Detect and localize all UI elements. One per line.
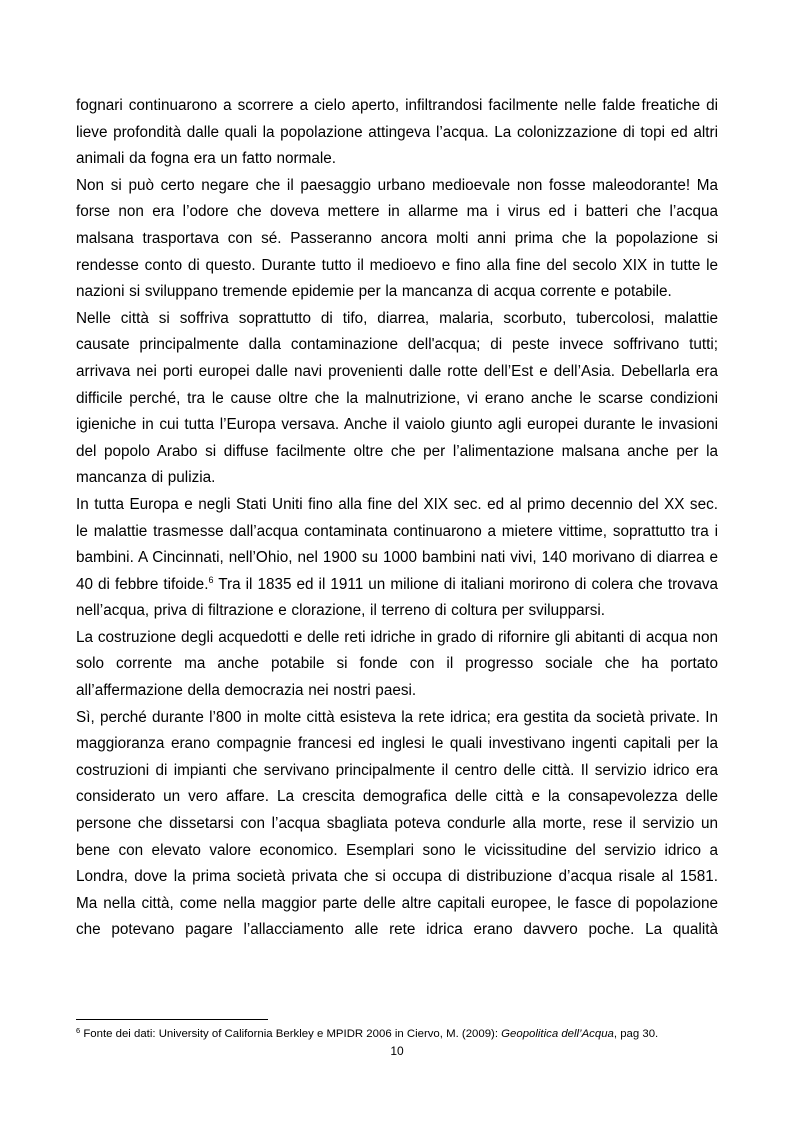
footnote-title: Geopolitica dell’Acqua bbox=[501, 1028, 614, 1040]
paragraph-europe-usa bbox=[76, 492, 718, 625]
paragraph-europe-usa-text-before: In tutta Europa e negli Stati Uniti fino alla fine del XIX sec. ed al primo decennio del XX sec. le malattie trasmesse dall’acqua contaminata continuarono a mietere vittime, soprattutto tra i bambini. A Cincinnati, nell’Ohio, nel 1900 su 1000 bambini nati vivi, 140 morivano di diarrea e 40 di febbre tifoide. bbox=[76, 495, 718, 593]
paragraph-aqueducts: La costruzione degli acquedotti e delle reti idriche in grado di rifornire gli abitanti di acqua non solo corrente ma anche potabile si fonde con il progresso sociale che ha portato all’affermazione della democrazia nei nostri paesi. bbox=[76, 628, 718, 700]
body-text bbox=[76, 93, 718, 944]
paragraph-open-sewers: fognari continuarono a scorrere a cielo aperto, infiltrandosi facilmente nelle falde freatiche di lieve profondità dalle quali la popolazione attingeva l’acqua. La colonizzazione di topi ed altri animali da fogna era un fatto normale. bbox=[76, 97, 718, 168]
paragraph-medieval-landscape: Non si può certo negare che il paesaggio urbano medioevale non fosse maleodorante! Ma forse non era l’odore che doveva mettere in allarme ma i virus ed i batteri che l’acqua malsana trasportava con sé. Passeranno ancora molti anni prima che la popolazione si rendesse conto di questo. Durante tutto il medioevo e fino alla fine del secolo XIX in tutte le nazioni si sviluppano tremende epidemie per la mancanza di acqua corrente e potabile. bbox=[76, 176, 718, 301]
paragraph-europe-usa-text-after: Tra il 1835 ed il 1911 un milione di italiani morirono di colera che trovava nell’acqua, priva di filtrazione e clorazione, il terreno di coltura per svilupparsi. bbox=[76, 575, 718, 620]
footnote-number: 6 bbox=[76, 1026, 81, 1035]
footnote bbox=[76, 1027, 736, 1041]
footnote-separator bbox=[76, 1019, 268, 1020]
paragraph-private-companies: Sì, perché durante l’800 in molte città esisteva la rete idrica; era gestita da società private. In maggioranza erano compagnie francesi ed inglesi le quali investivano ingenti capitali per la costruzioni di impianti che servivano principalmente il centro delle città. Il servizio idrico era considerato un vero affare. La crescita demografica delle città e la consapevolezza delle persone che dissetarsi con l’acqua sbagliata poteva condurle alla morte, rese il servizio un bene con elevato valore economico. Esemplari sono le vicissitudine del servizio idrico a Londra, dove la prima società privata che si occupa di distribuzione d’acqua risale al 1581. Ma nella città, come nella maggior parte delle altre capitali europee, le fasce di popolazione che potevano pagare l’allacciamento alle rete idrica erano davvero poche. La qualità bbox=[76, 708, 718, 939]
footnote-text-after: , pag 30. bbox=[613, 1028, 659, 1040]
paragraph-city-diseases: Nelle città si soffriva soprattutto di tifo, diarrea, malaria, scorbuto, tubercolosi, malattie causate principalmente dalla contaminazione dell'acqua; di peste invece soffrivano tutti; arrivava nei porti europei dalle navi provenienti dalle rotte dell’Est e dell’Asia. Debellarla era difficile perché, tra le cause oltre che la malnutrizione, vi erano anche le scarse condizioni igieniche in cui tutta l’Europa versava. Anche il vaiolo giunto agli europei durante le invasioni del popolo Arabo si diffuse facilmente oltre che per l’alimentazione malsana anche per la mancanza di pulizia. bbox=[76, 309, 718, 487]
footnote-reference[interactable]: 6 bbox=[208, 574, 214, 585]
footnote-text-before: Fonte dei dati: University of California Berkley e MPIDR 2006 in Ciervo, M. (2009): bbox=[80, 1028, 502, 1040]
page-number: 10 bbox=[390, 1044, 404, 1058]
